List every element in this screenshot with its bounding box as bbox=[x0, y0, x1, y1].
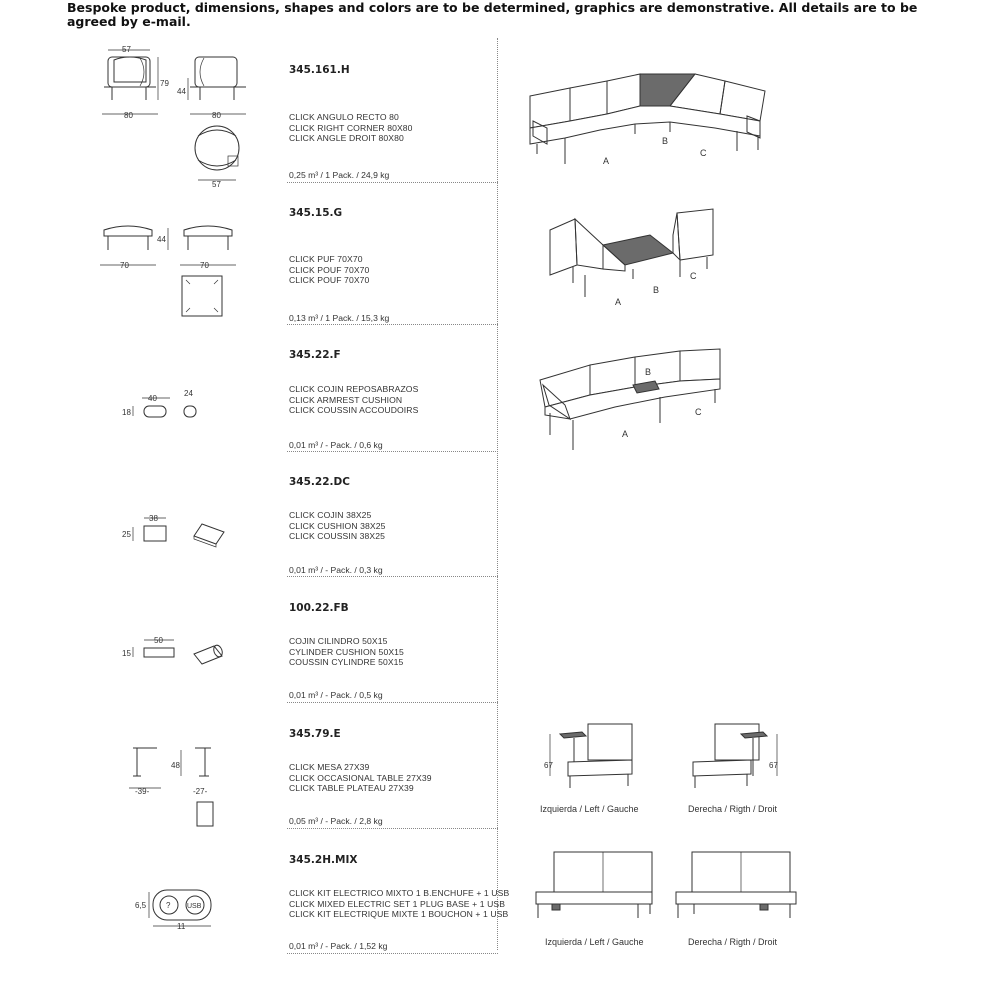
caption-right: Derecha / Rigth / Droit bbox=[688, 937, 778, 947]
product-code: 345.2H.MIX bbox=[289, 854, 358, 866]
socket-usb-icon: USB bbox=[187, 903, 202, 910]
dim-67-left: 67 bbox=[544, 761, 553, 770]
label-c: C bbox=[700, 148, 707, 158]
table-left-illustration bbox=[540, 720, 650, 800]
name-fr: CLICK KIT ELECTRIQUE MIXTE 1 BOUCHON + 1 USB bbox=[289, 909, 509, 919]
name-fr: CLICK COUSSIN 38X25 bbox=[289, 531, 385, 541]
label-b: B bbox=[653, 285, 660, 295]
product-spec: 0,01 m³ / - Pack. / 1,52 kg bbox=[289, 941, 388, 951]
row-separator bbox=[287, 576, 498, 577]
product-names bbox=[289, 636, 404, 668]
name-es: CLICK COJIN 38X25 bbox=[289, 510, 372, 520]
row-separator bbox=[287, 324, 498, 325]
table-right-illustration bbox=[685, 720, 795, 800]
armrest-cushion-drawing bbox=[120, 384, 220, 424]
kit-right-illustration bbox=[672, 848, 802, 928]
caption-left: Izquierda / Left / Gauche bbox=[540, 804, 639, 814]
label-b: B bbox=[662, 136, 669, 146]
name-es: COJIN CILINDRO 50X15 bbox=[289, 636, 388, 646]
product-spec: 0,05 m³ / - Pack. / 2,8 kg bbox=[289, 816, 383, 826]
pouf-sofa-illustration bbox=[545, 205, 725, 305]
name-fr: CLICK ANGLE DROIT 80X80 bbox=[289, 133, 404, 143]
row-separator bbox=[287, 182, 498, 183]
dim-80-left: 80 bbox=[124, 111, 133, 120]
name-es: CLICK ANGULO RECTO 80 bbox=[289, 112, 399, 122]
dim-57-top: 57 bbox=[122, 45, 131, 54]
dim-57-bottom: 57 bbox=[212, 180, 221, 189]
name-en: CLICK ARMREST CUSHION bbox=[289, 394, 403, 405]
dim-40: 40 bbox=[148, 394, 157, 403]
product-code: 100.22.FB bbox=[289, 602, 349, 614]
disclaimer-header: Bespoke product, dimensions, shapes and colors are to be determined, graphics are demonstrative. All details are to be agreed by e-mail. bbox=[67, 0, 918, 29]
dim-38: 38 bbox=[149, 514, 158, 523]
label-c: C bbox=[690, 271, 697, 281]
product-spec: 0,13 m³ / 1 Pack. / 15,3 kg bbox=[289, 313, 390, 323]
product-spec: 0,01 m³ / - Pack. / 0,3 kg bbox=[289, 565, 383, 575]
dim-80-right: 80 bbox=[212, 111, 221, 120]
row-separator bbox=[287, 451, 498, 452]
armrest-sofa-illustration bbox=[535, 345, 745, 455]
product-code: 345.161.H bbox=[289, 64, 350, 76]
product-code: 345.22.DC bbox=[289, 476, 350, 488]
name-en: CLICK OCCASIONAL TABLE 27X39 bbox=[289, 772, 432, 783]
kit-left-illustration bbox=[530, 848, 660, 928]
corner-sofa-illustration bbox=[525, 66, 775, 176]
name-en: CLICK CUSHION 38X25 bbox=[289, 520, 386, 531]
product-code: 345.79.E bbox=[289, 728, 341, 740]
electric-kit-drawing bbox=[135, 878, 245, 938]
socket-plug-icon: ? bbox=[166, 901, 171, 910]
label-a: A bbox=[622, 429, 629, 439]
pouf-technical-drawing bbox=[100, 220, 250, 320]
dim-27: -27- bbox=[193, 787, 208, 796]
dim-70-right: 70 bbox=[200, 261, 209, 270]
product-names bbox=[289, 384, 418, 416]
dim-39: -39- bbox=[135, 787, 150, 796]
caption-right: Derecha / Rigth / Droit bbox=[688, 804, 778, 814]
dim-18: 18 bbox=[122, 408, 131, 417]
row-separator bbox=[287, 953, 498, 954]
name-es: CLICK KIT ELECTRICO MIXTO 1 B.ENCHUFE + 1 USB bbox=[289, 888, 510, 898]
column-divider bbox=[497, 38, 498, 950]
row-separator bbox=[287, 828, 498, 829]
dim-70-left: 70 bbox=[120, 261, 129, 270]
dim-44: 44 bbox=[157, 235, 166, 244]
cushion-drawing bbox=[120, 510, 240, 555]
label-c: C bbox=[695, 407, 702, 417]
name-fr: CLICK TABLE PLATEAU 27X39 bbox=[289, 783, 414, 793]
dim-6-5: 6,5 bbox=[135, 901, 147, 910]
product-spec: 0,01 m³ / - Pack. / 0,6 kg bbox=[289, 440, 383, 450]
name-en: CYLINDER CUSHION 50X15 bbox=[289, 646, 404, 657]
corner-technical-drawing bbox=[100, 40, 260, 190]
name-en: CLICK MIXED ELECTRIC SET 1 PLUG BASE + 1 USB bbox=[289, 898, 506, 909]
label-b: B bbox=[645, 367, 652, 377]
cylinder-drawing bbox=[120, 634, 240, 674]
dim-15: 15 bbox=[122, 649, 131, 658]
row-separator bbox=[287, 702, 498, 703]
name-fr: CLICK COUSSIN ACCOUDOIRS bbox=[289, 405, 419, 415]
dim-50: 50 bbox=[154, 636, 163, 645]
name-en: CLICK RIGHT CORNER 80X80 bbox=[289, 122, 413, 133]
dim-79: 79 bbox=[160, 79, 169, 88]
product-spec: 0,25 m³ / 1 Pack. / 24,9 kg bbox=[289, 170, 390, 180]
label-a: A bbox=[603, 156, 610, 166]
product-names bbox=[289, 254, 369, 286]
name-es: CLICK COJIN REPOSABRAZOS bbox=[289, 384, 419, 394]
name-fr: CLICK POUF 70X70 bbox=[289, 275, 370, 285]
product-names bbox=[289, 762, 432, 794]
dim-11: 11 bbox=[177, 922, 186, 931]
name-fr: COUSSIN CYLINDRE 50X15 bbox=[289, 657, 404, 667]
name-es: CLICK MESA 27X39 bbox=[289, 762, 370, 772]
dim-24: 24 bbox=[184, 389, 193, 398]
dim-25: 25 bbox=[122, 530, 131, 539]
product-spec: 0,01 m³ / - Pack. / 0,5 kg bbox=[289, 690, 383, 700]
product-names bbox=[289, 112, 413, 144]
product-names bbox=[289, 888, 509, 920]
dim-44: 44 bbox=[177, 87, 186, 96]
product-code: 345.22.F bbox=[289, 349, 341, 361]
dim-67-right: 67 bbox=[769, 761, 778, 770]
label-a: A bbox=[615, 297, 622, 307]
table-technical-drawing bbox=[125, 740, 255, 830]
product-code: 345.15.G bbox=[289, 207, 343, 219]
name-en: CLICK POUF 70X70 bbox=[289, 264, 370, 275]
caption-left: Izquierda / Left / Gauche bbox=[545, 937, 644, 947]
dim-48: 48 bbox=[171, 761, 180, 770]
name-es: CLICK PUF 70X70 bbox=[289, 254, 363, 264]
product-names bbox=[289, 510, 385, 542]
